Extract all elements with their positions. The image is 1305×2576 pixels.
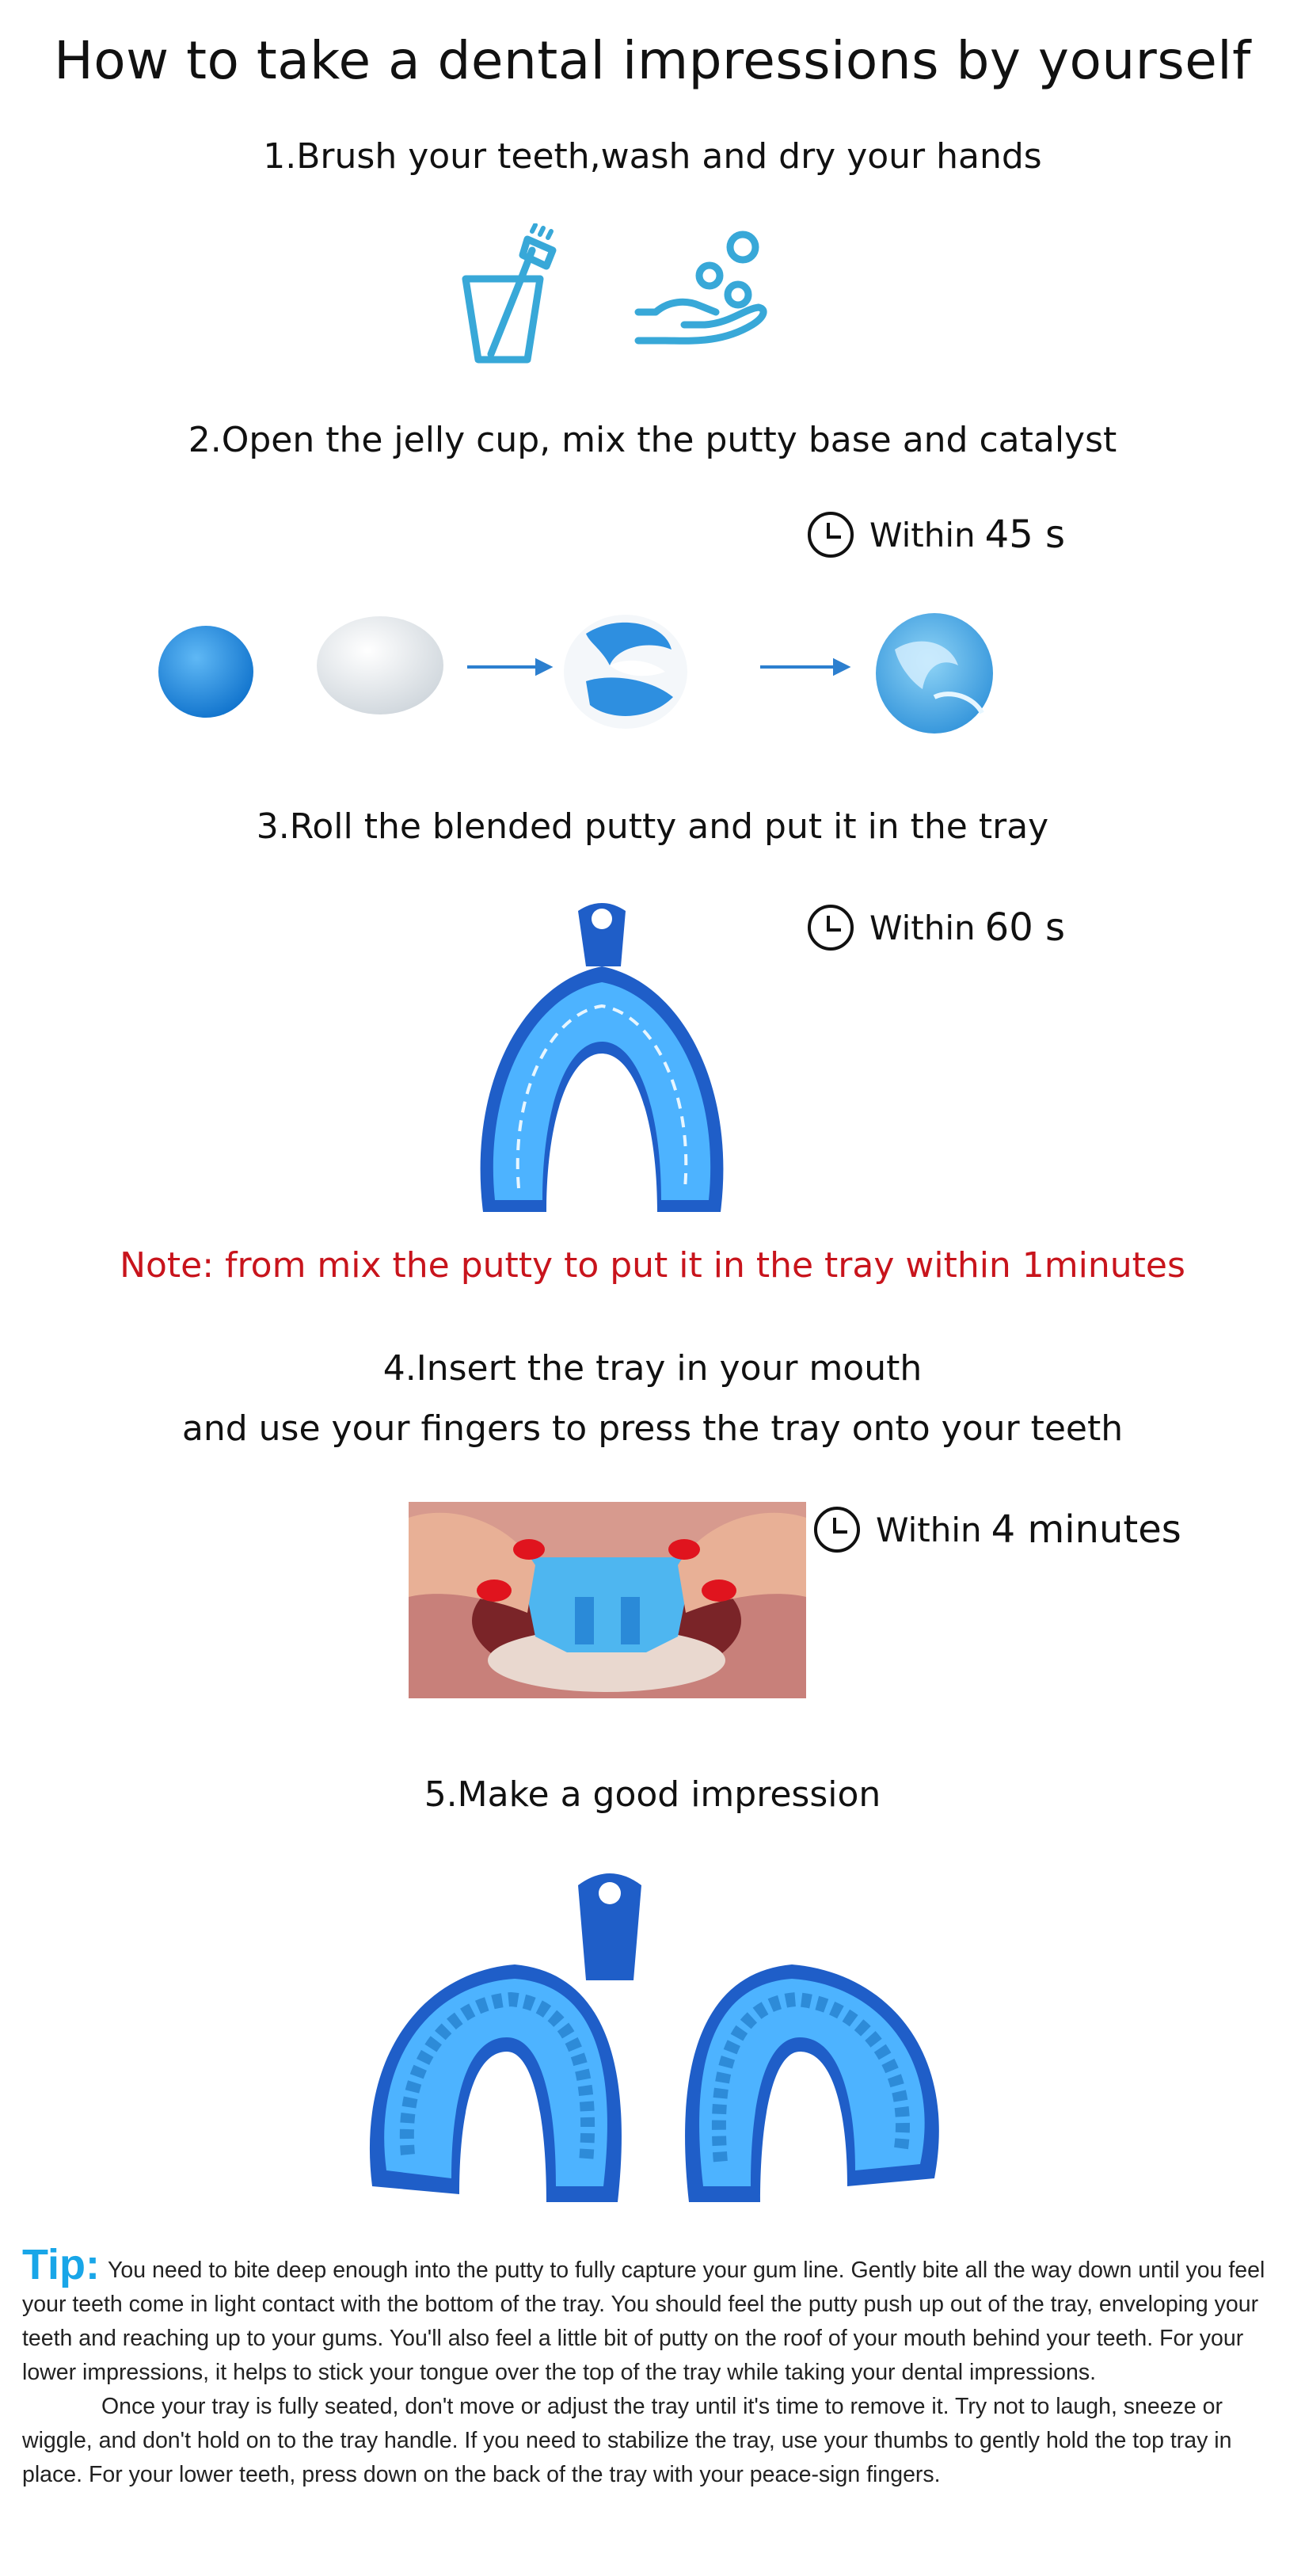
right-arrow-icon (760, 661, 847, 673)
timer-value: 45 s (984, 513, 1065, 557)
step-4-heading-line1: 4.Insert the tray in your mouth (382, 1348, 923, 1389)
tip-paragraph-1-text: You need to bite deep enough into the putty to fully capture your gum line. Gently bite all the way down until you feel your teeth come in light contact with the bottom of the tray. You should feel the putty push up out of the tray, enveloping your teeth and reaching up to your gums. You'll also feel a little bit of putty on the roof of your mouth behind your teeth. For your lower impressions, it helps to stick your tongue over the top of the tray while taking your dental impressions. (22, 2258, 1265, 2385)
putty-fully-mixed (876, 613, 993, 734)
timer-label: Within (869, 908, 976, 947)
tip-label: Tip: (22, 2241, 100, 2288)
right-arrow-icon (467, 661, 550, 673)
step-4-heading-line2: and use your fingers to press the tray onto your teeth (181, 1408, 1124, 1449)
clock-icon (812, 1505, 862, 1554)
page-title: How to take a dental impressions by yourself (54, 30, 1251, 91)
step-5-heading: 5.Make a good impression (424, 1774, 881, 1815)
timing-note: Note: from mix the putty to put it in the tray within 1minutes (120, 1245, 1185, 1286)
timer-label: Within (869, 515, 976, 554)
timer-4min (812, 1505, 1181, 1554)
timer-60s (806, 903, 1065, 952)
tip-section (22, 2241, 1283, 2492)
putty-mixing-illustration (143, 602, 1093, 745)
putty-catalyst-white (317, 616, 443, 714)
timer-label: Within (876, 1510, 982, 1549)
tip-paragraph-1 (22, 2241, 1283, 2390)
putty-partially-mixed (564, 615, 687, 729)
tip-paragraph-2: Once your tray is fully seated, don't move or adjust the tray until it's time to remove it. Try not to laugh, sneeze or wiggle, and don't hold on to the tray handle. If you need to stabilize the tray, use your thumbs to gently hold the top tray in place. For your lower teeth, press down on the back of the tray with your peace-sign fingers. (22, 2394, 1232, 2487)
timer-45s (806, 510, 1065, 559)
toothbrush-cup-icon (459, 223, 562, 366)
finished-impressions-illustration (348, 1854, 966, 2234)
step-2-heading: 2.Open the jelly cup, mix the putty base and catalyst (188, 420, 1117, 460)
putty-base-blue (158, 626, 253, 718)
hand-wash-icon (633, 223, 776, 366)
timer-value: 4 minutes (991, 1507, 1181, 1552)
timer-value: 60 s (984, 905, 1065, 950)
tray-with-putty-illustration (459, 895, 824, 1228)
tray-in-mouth-photo (409, 1502, 806, 1698)
step-3-heading: 3.Roll the blended putty and put it in the tray (256, 806, 1049, 847)
clock-icon (806, 510, 855, 559)
step-1-heading: 1.Brush your teeth,wash and dry your hands (263, 136, 1042, 177)
